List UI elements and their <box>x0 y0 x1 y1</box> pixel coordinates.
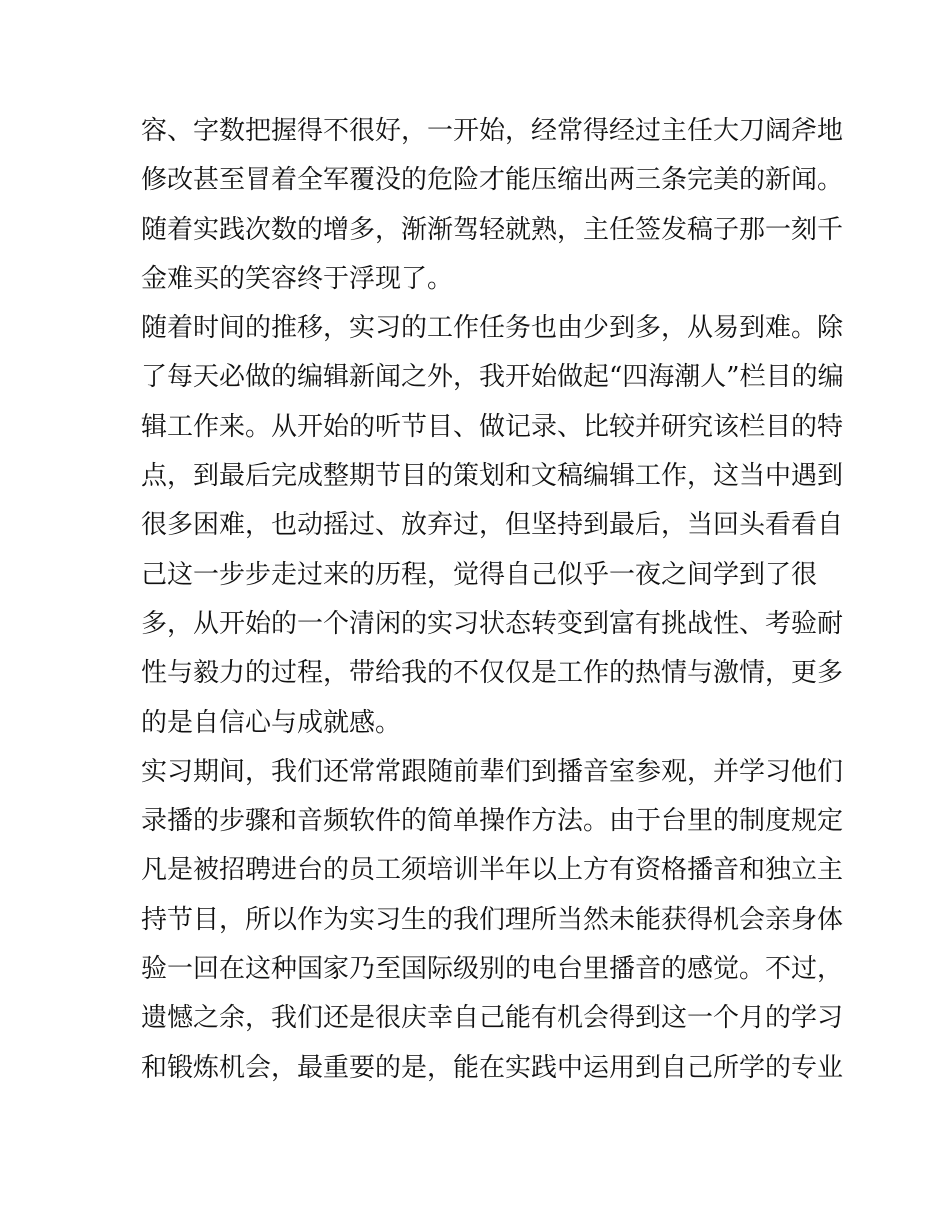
text-line: 金难买的笑容终于浮现了。 <box>141 263 454 294</box>
text-line: 辑工作来。从开始的听节目、做记录、比较并研究该栏目的特 <box>141 411 844 442</box>
text-line: 己这一步步走过来的历程，觉得自己似乎一夜之间学到了很 <box>141 559 818 590</box>
text-line: 遗憾之余，我们还是很庆幸自己能有机会得到这一个月的学习 <box>141 1003 844 1034</box>
text-line: 随着时间的推移，实习的工作任务也由少到多，从易到难。除 <box>141 313 844 344</box>
text-line: 修改甚至冒着全军覆没的危险才能压缩出两三条完美的新闻。 <box>141 165 844 196</box>
body-text <box>141 107 844 1093</box>
text-line: 验一回在这种国家乃至国际级别的电台里播音的感觉。不过， <box>141 954 844 985</box>
text-line: 了每天必做的编辑新闻之外，我开始做起“四海潮人”栏目的编 <box>141 362 844 393</box>
text-line: 凡是被招聘进台的员工须培训半年以上方有资格播音和独立主 <box>141 855 844 886</box>
text-line: 容、字数把握得不很好，一开始，经常得经过主任大刀阔斧地 <box>141 116 844 146</box>
text-line: 性与毅力的过程，带给我的不仅仅是工作的热情与激情，更多 <box>141 658 844 689</box>
text-line: 多，从开始的一个清闲的实习状态转变到富有挑战性、考验耐 <box>141 608 844 639</box>
text-line: 录播的步骤和音频软件的简单操作方法。由于台里的制度规定 <box>141 806 844 837</box>
text-line: 和锻炼机会，最重要的是，能在实践中运用到自己所学的专业 <box>141 1052 844 1083</box>
text-line: 随着实践次数的增多，渐渐驾轻就熟，主任签发稿子那一刻千 <box>141 214 844 245</box>
text-line: 实习期间，我们还常常跟随前辈们到播音室参观，并学习他们 <box>141 756 844 787</box>
text-line: 点，到最后完成整期节目的策划和文稿编辑工作，这当中遇到 <box>141 461 844 492</box>
text-line: 的是自信心与成就感。 <box>141 707 402 738</box>
text-line: 持节目，所以作为实习生的我们理所当然未能获得机会亲身体 <box>141 904 844 935</box>
text-line: 很多困难，也动摇过、放弃过，但坚持到最后，当回头看看自 <box>141 510 844 541</box>
